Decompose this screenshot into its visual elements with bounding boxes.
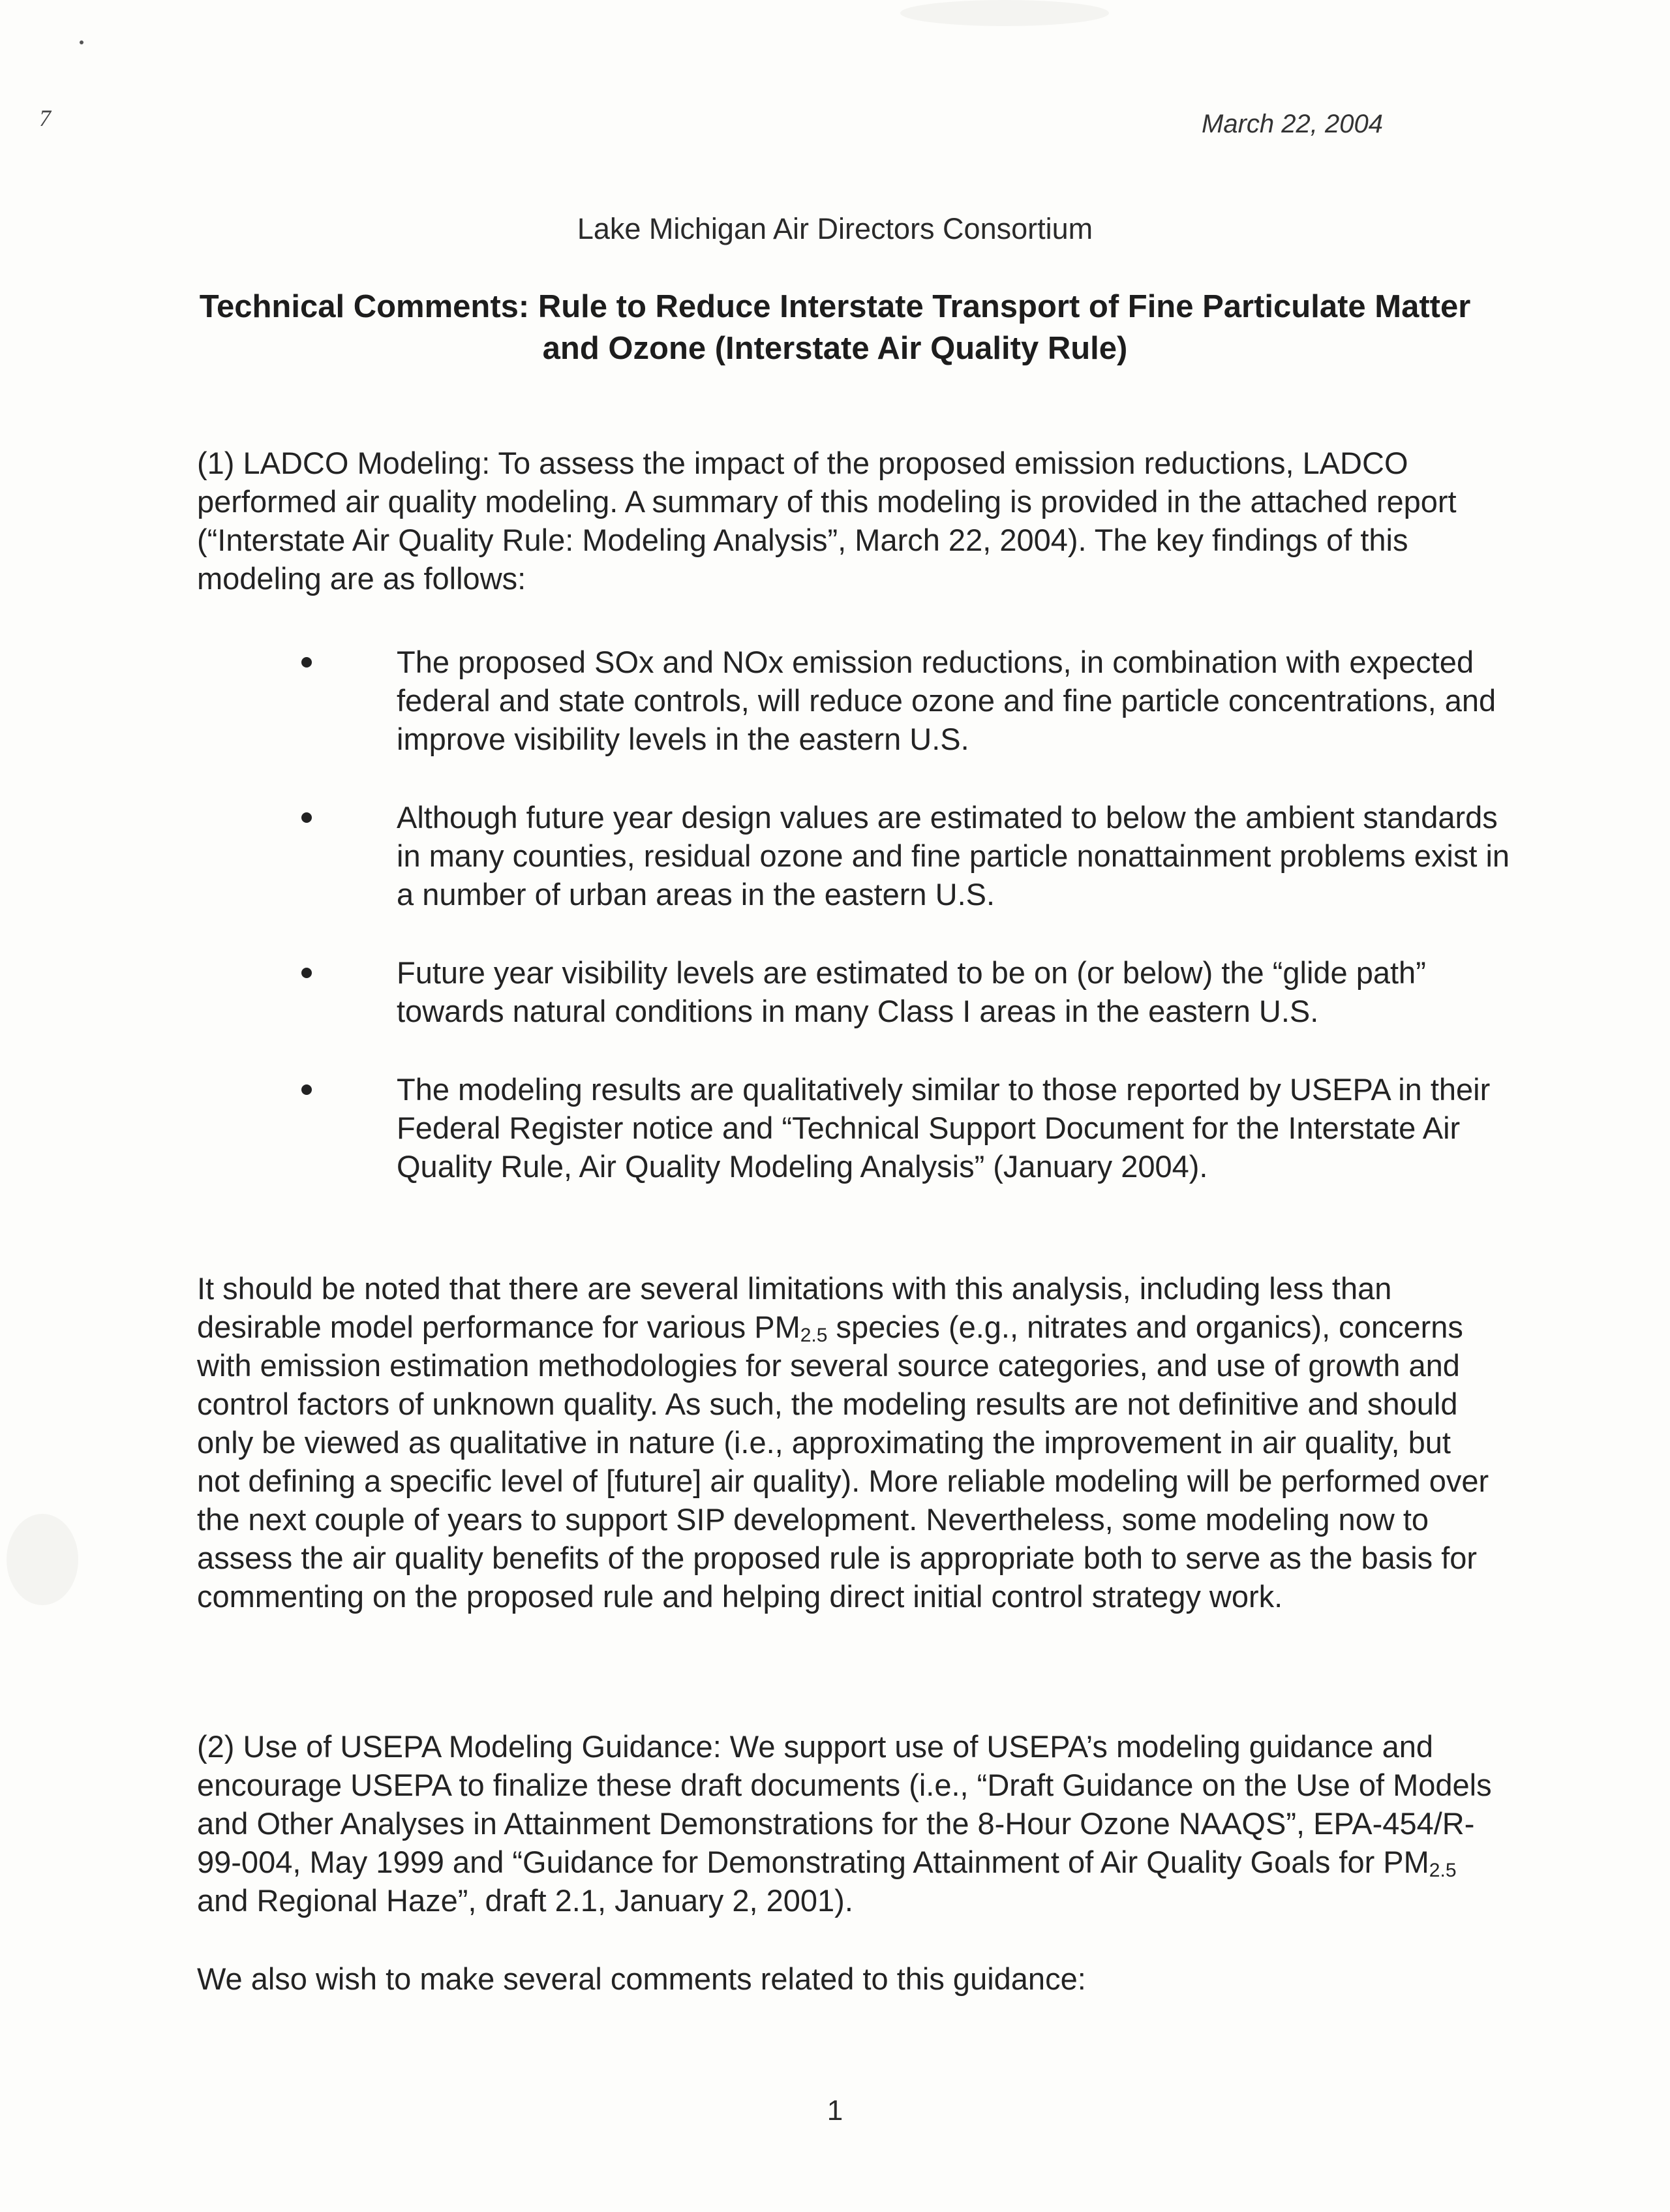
list-item bbox=[287, 953, 1526, 1030]
section2-text-end: and Regional Haze”, draft 2.1, January 2, 2001). bbox=[197, 1883, 853, 1918]
pm-subscript: 2.5 bbox=[800, 1325, 828, 1346]
section2-closing: We also wish to make several comments related to this guidance: bbox=[197, 1961, 1086, 1996]
scan-smudge bbox=[900, 0, 1109, 26]
organization-name: Lake Michigan Air Directors Consortium bbox=[577, 212, 1093, 245]
bullet-icon bbox=[301, 968, 312, 978]
list-item-text: The modeling results are qualitatively similar to those reported by USEPA in their Federal Register notice and “Technical Support Document for the Interstate Air Quality Rule, Air Quality Modeling Analysis” (January 2004). bbox=[397, 1072, 1491, 1184]
document-title: Technical Comments: Rule to Reduce Interstate Transport of Fine Particulate Matter and Ozone (Interstate Air Quality Rule) bbox=[199, 289, 1471, 366]
scan-dot bbox=[80, 40, 84, 44]
scan-smudge bbox=[7, 1514, 78, 1605]
margin-mark: 7 bbox=[39, 105, 51, 131]
key-findings-list bbox=[287, 643, 1526, 1225]
section2-paragraph bbox=[197, 1727, 1502, 1920]
limitations-text-start: It should be noted that there are several limitations with this analysis, including less than desirable model performance for various PM bbox=[197, 1271, 1392, 1344]
page-number: 1 bbox=[827, 2095, 843, 2127]
list-item-text: Although future year design values are estimated to below the ambient standards in many counties, residual ozone and fine particle nonattainment problems exist in a number of urban areas in the eastern U.S. bbox=[397, 800, 1510, 912]
bullet-icon bbox=[301, 657, 312, 668]
list-item bbox=[287, 643, 1526, 758]
section2-text-start: (2) Use of USEPA Modeling Guidance: We support use of USEPA’s modeling guidance and encourage USEPA to finalize these draft documents (i.e., “Draft Guidance on the Use of Models and Other Analyses in Attainment Demonstrations for the 8-Hour Ozone NAAQS”, EPA-454/R-99-004, May 1999 and “Guidance for Demonstrating Attainment of Air Quality Goals for PM bbox=[197, 1729, 1492, 1879]
pm-subscript: 2.5 bbox=[1429, 1860, 1457, 1881]
list-item bbox=[287, 798, 1526, 914]
section1-intro: (1) LADCO Modeling: To assess the impact of the proposed emission reductions, LADCO performed air quality modeling. A summary of this modeling is provided in the attached report (“Interstate Air Quality Rule: Modeling Analysis”, March 22, 2004). The key findings of this modeling are as follows: bbox=[197, 446, 1457, 596]
list-item-text: The proposed SOx and NOx emission reductions, in combination with expected federal and state controls, will reduce ozone and fine particle concentrations, and improve visibility levels in the eastern U.S. bbox=[397, 645, 1496, 756]
limitations-text-end: species (e.g., nitrates and organics), concerns with emission estimation methodologies for several source categories, and use of growth and control factors of unknown quality. As such, the modeling results are not definitive and should only be viewed as qualitative in nature (i.e., approximating the improvement in air quality, but not defining a specific level of [future] air quality). More reliable modeling will be performed over the next couple of years to support SIP development. Nevertheless, some modeling now to assess the air quality benefits of the proposed rule is appropriate both to serve as the basis for commenting on the proposed rule and helping direct initial control strategy work. bbox=[197, 1310, 1489, 1614]
limitations-paragraph bbox=[197, 1269, 1502, 1616]
list-item bbox=[287, 1070, 1526, 1186]
list-item-text: Future year visibility levels are estimated to be on (or below) the “glide path” towards natural conditions in many Class I areas in the eastern U.S. bbox=[397, 955, 1426, 1028]
bullet-icon bbox=[301, 1084, 312, 1095]
document-date: March 22, 2004 bbox=[1202, 110, 1383, 138]
bullet-icon bbox=[301, 812, 312, 823]
